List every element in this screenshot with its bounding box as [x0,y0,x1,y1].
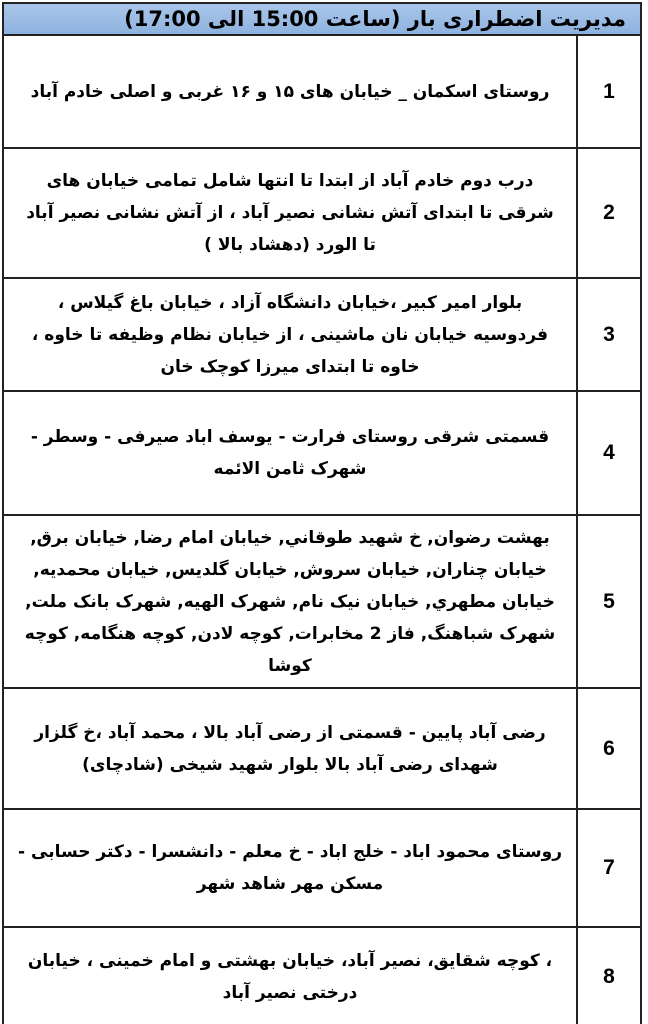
row-description: ، کوچه شقایق، نصیر آباد، خیابان بهشتی و امام خمینی ، خیابان درختی نصیر آباد [27,951,553,1003]
table-row [2,810,642,928]
schedule-table [2,36,642,1024]
row-number: 2 [576,149,640,277]
row-number: 3 [576,279,640,390]
table-row [2,149,642,279]
row-number: 1 [576,36,640,147]
table-row [2,516,642,689]
table-row [2,392,642,516]
table-row [2,689,642,810]
table-row [2,928,642,1024]
table-row [2,36,642,149]
row-description: بلوار امیر کبیر ،خیابان دانشگاه آزاد ، خیابان باغ گیلاس ، فردوسیه خیابان نان ماشینی ، از خیابان نظام وظیفه تا خاوه ، خاوه تا ابتدای میرزا کوچک خان [31,292,549,377]
row-description: روستای اسکمان _ خیابان های ۱۵ و ۱۶ غربی و اصلی خادم آباد [30,81,550,102]
row-number: 5 [576,516,640,687]
row-number: 4 [576,392,640,514]
row-description: درب دوم خادم آباد از ابتدا تا انتها شامل تمامی خیابان های شرقی تا ابتدای آتش نشانی نصیر آباد ، از آتش نشانی نصیر آباد تا الورد (دهشاد بالا ) [26,171,554,255]
row-number: 8 [576,928,640,1024]
row-description: بهشت رضوان, خ شهيد طوقاني, خيابان امام رضا, خيابان برق, خيابان چناران, خيابان سروش, خيابان گلديس, خيابان محمديه, خيابان مطهري, خيابان نيک نام, شهرک الهيه, شهرک بانک ملت, شهرک شباهنگ, فاز 2 مخابرات, کوچه لادن, کوچه هنگامه, کوچه کوشا [24,527,556,676]
row-description: قسمتی شرقی روستای فرارت - یوسف اباد صیرفی - وسطر - شهرک ثامن الائمه [30,427,550,479]
header-title: مدیریت اضطراری بار (ساعت 15:00 الی 17:00) [124,7,626,31]
table-row [2,279,642,392]
table-header [2,2,642,36]
row-description: روستای محمود اباد - خلج اباد - خ معلم - دانشسرا - دکتر حسابی - مسکن مهر شاهد شهر [18,842,562,894]
row-description: رضی آباد پایین - قسمتی از رضی آباد بالا ، محمد آباد ،خ گلزار شهدای رضی آباد بالا بلوار شهید شیخی (شادچای) [34,722,546,775]
row-number: 7 [576,810,640,926]
row-number: 6 [576,689,640,808]
